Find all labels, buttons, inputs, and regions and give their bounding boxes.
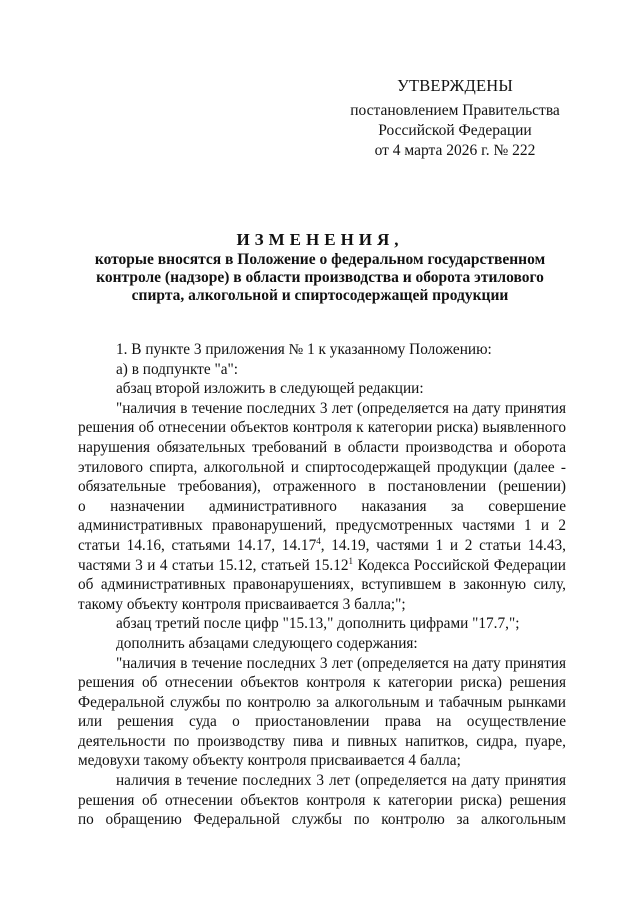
body-line: об административных правонарушениях, вступившем в законную силу, bbox=[78, 576, 566, 594]
body-line: нарушения обязательных требований в области производства и оборота bbox=[78, 438, 566, 456]
body-line bbox=[78, 536, 566, 556]
approval-line-2: Российской Федерации bbox=[378, 122, 532, 139]
subtitle-line-2: контроле (надзоре) в области производства и оборота этилового bbox=[96, 269, 544, 286]
document-body bbox=[78, 340, 566, 830]
body-line: абзац третий после цифр "15.13," дополнить цифрами "17.7,"; bbox=[116, 615, 520, 633]
body-line: решения об отнесении объектов контроля к категории риска) выявленного bbox=[78, 419, 566, 437]
superscript: 1 bbox=[348, 555, 353, 566]
body-line-part: частями 3 и 4 статьи 15.12, статьей 15.12 bbox=[78, 556, 349, 574]
superscript: 4 bbox=[316, 535, 321, 546]
body-line: "наличия в течение последних 3 лет (определяется на дату принятия bbox=[116, 399, 566, 417]
body-line: Федеральной службы по контролю за алкогольным и табачным рынками bbox=[78, 693, 566, 711]
body-line: а) в подпункте "а": bbox=[116, 360, 239, 378]
document-subtitle bbox=[60, 251, 580, 305]
body-line: о назначении административного наказания за совершение bbox=[78, 497, 566, 515]
body-line: такому объекту контроля присваивается 3 балла;"; bbox=[78, 595, 406, 613]
body-line: административных правонарушений, предусмотренных частями 1 и 2 bbox=[78, 517, 566, 535]
body-line: обязательные требования), отраженного в постановлении (решении) bbox=[78, 478, 566, 496]
body-line-part: , 14.19, частями 1 и 2 статьи 14.43, bbox=[320, 536, 566, 554]
body-line-part: Кодекса Российской Федерации bbox=[353, 556, 566, 574]
approval-heading: УТВЕРЖДЕНЫ bbox=[397, 76, 513, 95]
body-line: этилового спирта, алкогольной и спиртосодержащей продукции (далее - bbox=[78, 458, 566, 476]
subtitle-line-1: которые вносятся в Положение о федеральном государственном bbox=[94, 251, 546, 268]
document-title: ИЗМЕНЕНИЯ, bbox=[236, 230, 404, 249]
body-line: 1. В пункте 3 приложения № 1 к указанному Положению: bbox=[116, 341, 492, 358]
approval-line-3: от 4 марта 2026 г. № 222 bbox=[374, 142, 536, 159]
body-line: деятельности по производству пива и пивных напитков, сидра, пуаре, bbox=[78, 732, 566, 750]
body-line: абзац второй изложить в следующей редакции: bbox=[116, 380, 424, 398]
body-line: или решения суда о приостановлении права на осуществление bbox=[78, 713, 566, 731]
body-line: дополнить абзацами следующего содержания: bbox=[116, 634, 418, 652]
body-line: "наличия в течение последних 3 лет (определяется на дату принятия bbox=[116, 654, 566, 672]
body-line bbox=[78, 556, 566, 576]
body-line: по обращению Федеральной службы по контролю за алкогольным bbox=[78, 811, 566, 829]
approval-block bbox=[340, 76, 570, 161]
body-line-part: статьи 14.16, статьями 14.17, 14.17 bbox=[78, 536, 317, 554]
subtitle-line-3: спирта, алкогольной и спиртосодержащей продукции bbox=[131, 287, 509, 304]
body-line: решения об отнесении объектов контроля к категории риска) решения bbox=[78, 674, 566, 692]
body-line: медовухи такому объекту контроля присваивается 4 балла; bbox=[78, 752, 461, 770]
approval-line-1: постановлением Правительства bbox=[350, 102, 560, 119]
body-line: решения об отнесении объектов контроля к категории риска) решения bbox=[78, 791, 566, 809]
body-line: наличия в течение последних 3 лет (определяется на дату принятия bbox=[116, 772, 566, 790]
